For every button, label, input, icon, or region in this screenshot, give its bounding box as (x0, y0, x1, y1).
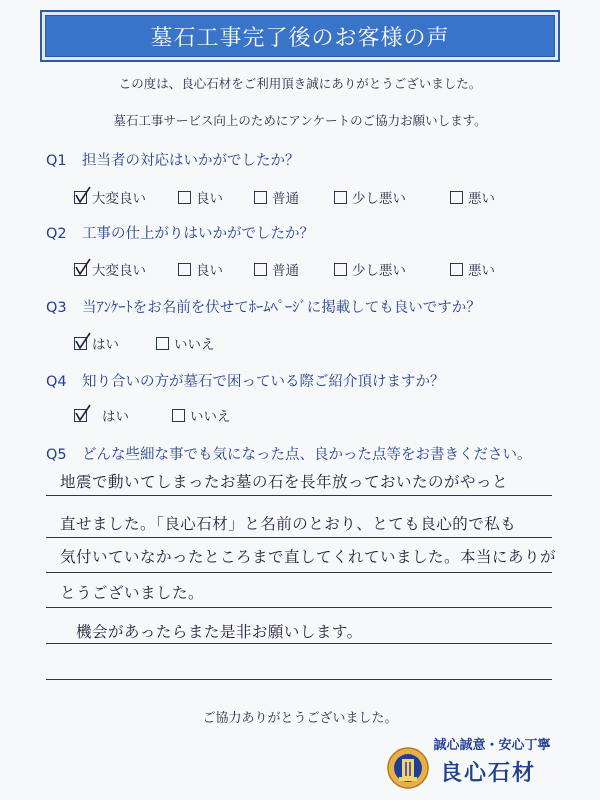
option-q4-yes[interactable]: はい (74, 405, 129, 425)
option-q1-3[interactable]: 普通 (254, 187, 299, 207)
question-number: Q4 (46, 374, 67, 390)
checkbox[interactable] (74, 409, 87, 422)
comment-line-4: とうございました。 (60, 584, 205, 602)
checkbox[interactable] (334, 263, 347, 276)
comment-line-1: 地震で動いてしまったお墓の石を長年放っておいたのがやっと (60, 473, 509, 491)
question-1 (46, 149, 300, 170)
options-q1 (70, 187, 550, 207)
checkbox[interactable] (334, 191, 347, 204)
question-text: 工事の仕上がりはいかがでしたか？ (82, 226, 314, 242)
question-2 (46, 222, 314, 243)
option-q3-no[interactable]: いいえ (156, 333, 215, 353)
checkbox[interactable] (178, 191, 191, 204)
option-q1-1[interactable]: 大変良い (74, 187, 146, 207)
question-text: 担当者の対応はいかがでしたか？ (82, 153, 300, 169)
options-q2 (70, 259, 550, 279)
check-mark-icon (73, 186, 93, 206)
ruled-line (46, 643, 552, 644)
question-number: Q2 (46, 226, 67, 242)
option-q1-4[interactable]: 少し悪い (334, 187, 406, 207)
checkbox[interactable] (74, 263, 87, 276)
question-number: Q5 (46, 447, 67, 463)
checkbox[interactable] (450, 263, 463, 276)
ruled-line (46, 679, 552, 680)
question-3 (46, 296, 481, 317)
logo-icon (386, 746, 430, 790)
thanks-text: ご協力ありがとうございました。 (202, 711, 398, 726)
brand-name: 良心石材 (440, 761, 537, 786)
checkbox[interactable] (172, 409, 185, 422)
checkbox[interactable] (254, 191, 267, 204)
ruled-line (46, 537, 552, 538)
checkbox[interactable] (74, 191, 87, 204)
question-number: Q3 (46, 300, 67, 316)
checkbox[interactable] (74, 337, 87, 350)
checkbox[interactable] (178, 263, 191, 276)
option-q2-2[interactable]: 良い (178, 259, 223, 279)
option-q1-2[interactable]: 良い (178, 187, 223, 207)
question-text: どんな些細な事でも気になった点、良かった点等をお書きください。 (82, 447, 532, 463)
tagline: 誠心誠意・安心丁寧 (433, 738, 551, 753)
option-q3-yes[interactable]: はい (74, 333, 119, 353)
checkbox[interactable] (254, 263, 267, 276)
title-banner (40, 10, 560, 62)
page-title: 墓石工事完了後のお客様の声 (150, 25, 450, 51)
check-mark-icon (73, 258, 93, 278)
checkbox[interactable] (156, 337, 169, 350)
option-q2-4[interactable]: 少し悪い (334, 259, 406, 279)
question-4 (46, 370, 445, 391)
option-q2-3[interactable]: 普通 (254, 259, 299, 279)
comment-line-5: 機会があったらまた是非お願いします。 (60, 623, 363, 641)
intro-line-2: 墓石工事サービス向上のためにアンケートのご協力お願いします。 (113, 113, 487, 128)
check-mark-icon (73, 332, 93, 352)
ruled-line (46, 495, 552, 496)
option-q1-5[interactable]: 悪い (450, 187, 495, 207)
options-q3 (70, 333, 370, 353)
ruled-line (46, 607, 552, 608)
question-text: 知り合いの方が墓石で困っている際ご紹介頂けますか？ (82, 374, 445, 390)
comment-line-3: 気付いていなかったところまで直してくれていました。本当にありが (60, 548, 557, 566)
ruled-line (46, 572, 552, 573)
check-mark-icon (73, 404, 93, 424)
options-q4 (70, 405, 370, 425)
comment-line-2: 直せました。「良心石材」と名前のとおり、とても良心的で私も (60, 515, 517, 533)
option-q2-5[interactable]: 悪い (450, 259, 495, 279)
checkbox[interactable] (450, 191, 463, 204)
question-text: 当ｱﾝｹｰﾄをお名前を伏せてﾎｰﾑﾍﾟｰｼﾞに掲載しても良いですか？ (82, 300, 481, 316)
option-q2-1[interactable]: 大変良い (74, 259, 146, 279)
question-number: Q1 (46, 153, 67, 169)
question-5 (46, 443, 532, 464)
option-q4-no[interactable]: いいえ (172, 405, 231, 425)
intro-line-1: この度は、良心石材をご利用頂き誠にありがとうございました。 (118, 76, 482, 91)
